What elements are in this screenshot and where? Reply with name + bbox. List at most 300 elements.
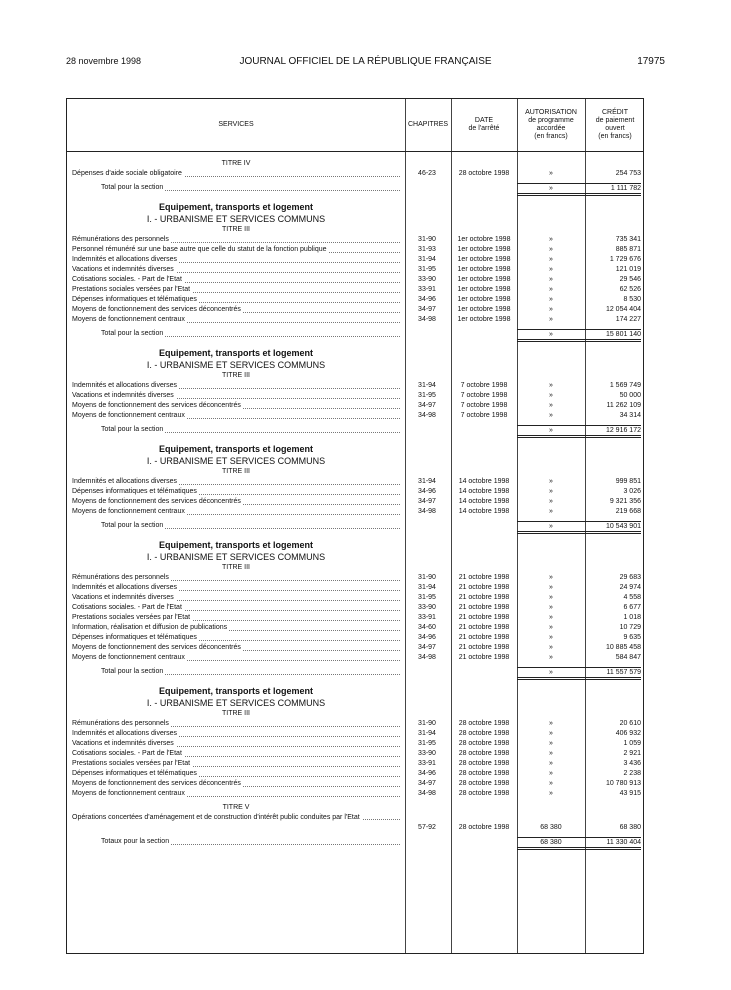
credit-cell: 10 885 458 <box>605 644 641 651</box>
total-credit: 1 111 782 <box>585 183 641 196</box>
col-header-autorisation: AUTORISATION de programme accordée (en francs) <box>525 109 577 140</box>
row-label-text: Opérations concertées d'aménagement et de construction d'intérêt public conduites par l'Etat <box>72 814 360 821</box>
chapitre-cell: 33-91 <box>418 286 436 293</box>
credit-cell: 20 610 <box>619 720 641 727</box>
chapitre-cell: 34-97 <box>418 498 436 505</box>
table-row <box>67 507 643 517</box>
autorisation-cell: » <box>549 730 553 737</box>
credit-cell: 406 932 <box>615 730 641 737</box>
chapitre-cell: 33-91 <box>418 760 436 767</box>
date-cell: 7 octobre 1998 <box>460 402 508 409</box>
chapitre-cell: 34-98 <box>418 654 436 661</box>
table-row <box>67 169 643 179</box>
credit-cell: 12 054 404 <box>605 306 641 313</box>
row-label <box>72 255 400 265</box>
date-cell: 28 octobre 1998 <box>458 750 510 757</box>
credit-cell: 1 569 749 <box>609 382 641 389</box>
titre-heading: TITRE IV <box>221 160 251 167</box>
chapitre-cell: 33-90 <box>418 750 436 757</box>
row-label-text: Moyens de fonctionnement des services déconcentrés <box>72 644 241 651</box>
date-cell: 28 octobre 1998 <box>458 720 510 727</box>
row-label-text: Vacations et indemnités diverses <box>72 740 174 747</box>
autorisation-cell: » <box>549 594 553 601</box>
row-label <box>72 749 400 759</box>
row-label-text: Indemnités et allocations diverses <box>72 478 178 485</box>
ministry-heading: Equipement, transports et logement <box>158 202 314 212</box>
row-label <box>72 381 400 391</box>
chapitre-cell: 34-98 <box>418 316 436 323</box>
autorisation-cell: » <box>549 750 553 757</box>
autorisation-cell: » <box>549 402 553 409</box>
date-cell: 1er octobre 1998 <box>457 316 511 323</box>
row-label-text: Personnel rémunéré sur une base autre que celle du statut de la fonction publique <box>72 246 327 253</box>
chapitre-cell: 33-91 <box>418 614 436 621</box>
total-credit: 10 543 901 <box>585 521 641 534</box>
row-label <box>72 265 400 275</box>
total-label <box>101 837 400 847</box>
titre-heading: TITRE III <box>222 226 250 233</box>
chapitre-cell: 31-94 <box>418 730 436 737</box>
chapitre-cell: 31-90 <box>418 236 436 243</box>
autorisation-cell: » <box>549 790 553 797</box>
row-label <box>72 613 400 623</box>
credit-cell: 43 915 <box>619 790 641 797</box>
autorisation-cell: » <box>549 644 553 651</box>
credit-cell: 6 677 <box>623 604 641 611</box>
table-row <box>67 295 643 305</box>
row-label-text: Moyens de fonctionnement centraux <box>72 508 185 515</box>
table-body <box>67 151 643 855</box>
table-row <box>67 769 643 779</box>
autorisation-cell: » <box>549 740 553 747</box>
table-row <box>67 749 643 759</box>
table-row <box>67 285 643 295</box>
autorisation-cell: » <box>549 170 553 177</box>
total-label <box>101 521 400 531</box>
date-cell: 21 octobre 1998 <box>458 644 510 651</box>
titre-heading: TITRE III <box>222 564 250 571</box>
row-label-text: Indemnités et allocations diverses <box>72 382 178 389</box>
row-label <box>72 583 400 593</box>
date-cell: 21 octobre 1998 <box>458 634 510 641</box>
date-cell: 28 octobre 1998 <box>458 730 510 737</box>
row-label <box>72 305 400 315</box>
chapitre-cell: 31-90 <box>418 574 436 581</box>
credit-cell: 29 546 <box>619 276 641 283</box>
chapitre-cell: 34-97 <box>418 644 436 651</box>
table-row <box>67 573 643 583</box>
table-row <box>67 487 643 497</box>
row-label <box>72 779 400 789</box>
chapitre-cell: 31-95 <box>418 266 436 273</box>
autorisation-cell: » <box>549 382 553 389</box>
credit-cell: 2 921 <box>623 750 641 757</box>
table-row <box>67 623 643 633</box>
row-label-text: Moyens de fonctionnement centraux <box>72 412 185 419</box>
row-label-text: Indemnités et allocations diverses <box>72 584 178 591</box>
autorisation-cell: » <box>549 508 553 515</box>
date-cell: 21 octobre 1998 <box>458 604 510 611</box>
date-cell: 1er octobre 1998 <box>457 256 511 263</box>
table-row <box>67 583 643 593</box>
col-header-date: DATE de l'arrêté <box>468 117 500 132</box>
row-label-text: Vacations et indemnités diverses <box>72 266 174 273</box>
col-header-credit: CRÉDIT de paiement ouvert (en francs) <box>595 109 635 140</box>
total-row <box>67 521 643 531</box>
autorisation-cell: » <box>549 286 553 293</box>
row-label-text: Moyens de fonctionnement centraux <box>72 790 185 797</box>
chapitre-cell: 34-98 <box>418 790 436 797</box>
date-cell: 1er octobre 1998 <box>457 286 511 293</box>
autorisation-cell: » <box>549 246 553 253</box>
total-row <box>67 329 643 339</box>
table-row <box>67 739 643 749</box>
titre-heading: TITRE III <box>222 372 250 379</box>
table-row <box>67 613 643 623</box>
date-cell: 28 octobre 1998 <box>458 780 510 787</box>
credit-cell: 10 780 913 <box>605 780 641 787</box>
total-label-text: Total pour la section <box>101 184 164 191</box>
section-heading: I. - URBANISME ET SERVICES COMMUNS <box>146 552 326 562</box>
row-label-text: Vacations et indemnités diverses <box>72 392 174 399</box>
row-label <box>72 401 400 411</box>
credit-cell: 29 683 <box>619 574 641 581</box>
autorisation-cell: » <box>549 574 553 581</box>
date-cell: 1er octobre 1998 <box>457 276 511 283</box>
ministry-heading: Equipement, transports et logement <box>158 348 314 358</box>
autorisation-cell: » <box>549 760 553 767</box>
row-label-text: Cotisations sociales. - Part de l'Etat <box>72 750 182 757</box>
row-label-text: Moyens de fonctionnement des services déconcentrés <box>72 402 241 409</box>
autorisation-cell: » <box>549 604 553 611</box>
table-row <box>67 593 643 603</box>
autorisation-cell: » <box>549 584 553 591</box>
row-label <box>72 603 400 613</box>
autorisation-cell: » <box>549 624 553 631</box>
autorisation-cell: » <box>549 276 553 283</box>
row-label-text: Information, réalisation et diffusion de publications <box>72 624 228 631</box>
total-autorisation: » <box>517 183 585 196</box>
credit-cell: 999 851 <box>615 478 641 485</box>
date-cell: 7 octobre 1998 <box>460 392 508 399</box>
date-cell: 28 octobre 1998 <box>458 740 510 747</box>
table-row <box>67 265 643 275</box>
table-row <box>67 497 643 507</box>
total-autorisation: » <box>517 425 585 438</box>
chapitre-cell: 31-90 <box>418 720 436 727</box>
row-label <box>72 593 400 603</box>
titre-heading: TITRE III <box>222 468 250 475</box>
table-row <box>67 813 643 833</box>
autorisation-cell: » <box>549 634 553 641</box>
chapitre-cell: 46-23 <box>418 170 436 177</box>
row-label <box>72 391 400 401</box>
chapitre-cell: 31-94 <box>418 382 436 389</box>
row-label <box>72 411 400 421</box>
table-row <box>67 789 643 799</box>
col-header-chapitres: CHAPITRES <box>407 121 449 128</box>
credit-cell: 4 558 <box>623 594 641 601</box>
row-label-text: Dépenses informatiques et télématiques <box>72 634 197 641</box>
titre-heading: TITRE V <box>222 804 250 811</box>
date-cell: 28 octobre 1998 <box>458 790 510 797</box>
date-cell: 7 octobre 1998 <box>460 412 508 419</box>
date-cell: 21 octobre 1998 <box>458 594 510 601</box>
chapitre-cell: 57-92 <box>418 824 436 831</box>
row-label-text: Dépenses d'aide sociale obligatoire <box>72 170 182 177</box>
chapitre-cell: 31-95 <box>418 594 436 601</box>
date-cell: 28 octobre 1998 <box>458 760 510 767</box>
total-label-text: Total pour la section <box>101 426 164 433</box>
autorisation-cell: » <box>549 412 553 419</box>
autorisation-cell: 68 380 <box>540 824 562 831</box>
ministry-heading: Equipement, transports et logement <box>158 540 314 550</box>
table-row <box>67 633 643 643</box>
chapitre-cell: 34-97 <box>418 402 436 409</box>
chapitre-cell: 31-95 <box>418 392 436 399</box>
autorisation-cell: » <box>549 392 553 399</box>
credit-cell: 2 238 <box>623 770 641 777</box>
row-label-text: Moyens de fonctionnement centraux <box>72 654 185 661</box>
credit-cell: 254 753 <box>615 170 641 177</box>
credit-cell: 735 341 <box>615 236 641 243</box>
credit-cell: 34 314 <box>619 412 641 419</box>
table-row <box>67 275 643 285</box>
row-label-text: Prestations sociales versées par l'Etat <box>72 286 191 293</box>
date-cell: 14 octobre 1998 <box>458 498 510 505</box>
credit-cell: 10 729 <box>619 624 641 631</box>
date-cell: 21 octobre 1998 <box>458 624 510 631</box>
autorisation-cell: » <box>549 488 553 495</box>
autorisation-cell: » <box>549 256 553 263</box>
credit-cell: 68 380 <box>619 824 641 831</box>
autorisation-cell: » <box>549 780 553 787</box>
row-label-text: Moyens de fonctionnement des services déconcentrés <box>72 498 241 505</box>
row-label-text: Rémunérations des personnels <box>72 574 169 581</box>
row-label-text: Dépenses informatiques et télématiques <box>72 488 197 495</box>
date-cell: 14 octobre 1998 <box>458 488 510 495</box>
date-cell: 28 octobre 1998 <box>458 170 510 177</box>
credit-cell: 24 974 <box>619 584 641 591</box>
row-label-text: Rémunérations des personnels <box>72 236 169 243</box>
chapitre-cell: 31-95 <box>418 740 436 747</box>
date-cell: 1er octobre 1998 <box>457 306 511 313</box>
table-row <box>67 603 643 613</box>
row-label-text: Vacations et indemnités diverses <box>72 594 174 601</box>
total-label-text: Total pour la section <box>101 668 164 675</box>
row-label-text: Dépenses informatiques et télématiques <box>72 296 197 303</box>
row-label <box>72 169 400 179</box>
credit-cell: 9 635 <box>623 634 641 641</box>
row-label-text: Prestations sociales versées par l'Etat <box>72 614 191 621</box>
table-row <box>67 315 643 325</box>
section-heading: I. - URBANISME ET SERVICES COMMUNS <box>146 456 326 466</box>
total-autorisation: » <box>517 521 585 534</box>
autorisation-cell: » <box>549 478 553 485</box>
section-heading: I. - URBANISME ET SERVICES COMMUNS <box>146 698 326 708</box>
total-row <box>67 837 643 847</box>
row-label-text: Indemnités et allocations diverses <box>72 256 178 263</box>
credit-cell: 174 227 <box>615 316 641 323</box>
header-date: 28 novembre 1998 <box>66 56 142 66</box>
credits-table <box>66 98 644 954</box>
total-credit: 11 330 404 <box>585 837 641 850</box>
credit-cell: 1 059 <box>623 740 641 747</box>
chapitre-cell: 34-97 <box>418 306 436 313</box>
credit-cell: 9 321 356 <box>609 498 641 505</box>
credit-cell: 121 019 <box>615 266 641 273</box>
row-label <box>72 623 400 633</box>
chapitre-cell: 34-98 <box>418 508 436 515</box>
row-label <box>72 813 400 822</box>
date-cell: 21 octobre 1998 <box>458 584 510 591</box>
chapitre-cell: 31-94 <box>418 584 436 591</box>
row-label <box>72 487 400 497</box>
row-label-text: Cotisations sociales. - Part de l'Etat <box>72 604 182 611</box>
table-row <box>67 381 643 391</box>
row-label-text: Cotisations sociales. - Part de l'Etat <box>72 276 182 283</box>
total-row <box>67 667 643 677</box>
ministry-heading: Equipement, transports et logement <box>158 444 314 454</box>
autorisation-cell: » <box>549 498 553 505</box>
chapitre-cell: 33-90 <box>418 604 436 611</box>
row-label <box>72 315 400 325</box>
total-label <box>101 183 400 193</box>
date-cell: 14 octobre 1998 <box>458 478 510 485</box>
row-label <box>72 729 400 739</box>
table-row <box>67 255 643 265</box>
table-row <box>67 235 643 245</box>
autorisation-cell: » <box>549 614 553 621</box>
table-row <box>67 477 643 487</box>
autorisation-cell: » <box>549 266 553 273</box>
row-label <box>72 477 400 487</box>
date-cell: 14 octobre 1998 <box>458 508 510 515</box>
row-label <box>72 275 400 285</box>
total-label-text: Total pour la section <box>101 522 164 529</box>
table-header <box>67 99 643 152</box>
credit-cell: 50 000 <box>619 392 641 399</box>
autorisation-cell: » <box>549 654 553 661</box>
row-label <box>72 497 400 507</box>
chapitre-cell: 34-96 <box>418 634 436 641</box>
credit-cell: 885 871 <box>615 246 641 253</box>
credit-cell: 3 026 <box>623 488 641 495</box>
spacer <box>67 151 643 159</box>
autorisation-cell: » <box>549 236 553 243</box>
journal-title: JOURNAL OFFICIEL DE LA RÉPUBLIQUE FRANÇAISE <box>239 56 492 67</box>
date-cell: 21 octobre 1998 <box>458 574 510 581</box>
credit-cell: 8 530 <box>623 296 641 303</box>
chapitre-cell: 31-94 <box>418 256 436 263</box>
row-label <box>72 789 400 799</box>
date-cell: 1er octobre 1998 <box>457 266 511 273</box>
date-cell: 1er octobre 1998 <box>457 246 511 253</box>
credit-cell: 62 526 <box>619 286 641 293</box>
autorisation-cell: » <box>549 720 553 727</box>
row-label-text: Indemnités et allocations diverses <box>72 730 178 737</box>
date-cell: 28 octobre 1998 <box>458 824 510 831</box>
total-autorisation: » <box>517 329 585 342</box>
autorisation-cell: » <box>549 296 553 303</box>
total-credit: 11 557 579 <box>585 667 641 680</box>
row-label <box>72 759 400 769</box>
credit-cell: 584 847 <box>615 654 641 661</box>
row-label-text: Moyens de fonctionnement des services déconcentrés <box>72 306 241 313</box>
row-label-text: Rémunérations des personnels <box>72 720 169 727</box>
table-row <box>67 779 643 789</box>
row-label <box>72 739 400 749</box>
row-label-text: Prestations sociales versées par l'Etat <box>72 760 191 767</box>
credit-cell: 3 436 <box>623 760 641 767</box>
autorisation-cell: » <box>549 770 553 777</box>
table-row <box>67 653 643 663</box>
row-label <box>72 633 400 643</box>
total-credit: 15 801 140 <box>585 329 641 342</box>
total-label <box>101 425 400 435</box>
section-heading: I. - URBANISME ET SERVICES COMMUNS <box>146 360 326 370</box>
chapitre-cell: 34-60 <box>418 624 436 631</box>
chapitre-cell: 33-90 <box>418 276 436 283</box>
credit-cell: 1 018 <box>623 614 641 621</box>
credit-cell: 11 262 109 <box>606 402 641 409</box>
chapitre-cell: 34-96 <box>418 296 436 303</box>
row-label <box>72 573 400 583</box>
titre-heading: TITRE III <box>222 710 250 717</box>
table-row <box>67 245 643 255</box>
table-row <box>67 401 643 411</box>
total-row <box>67 425 643 435</box>
total-label <box>101 667 400 677</box>
chapitre-cell: 34-97 <box>418 780 436 787</box>
total-label-text: Total pour la section <box>101 330 164 337</box>
total-autorisation: 68 380 <box>517 837 585 850</box>
autorisation-cell: » <box>549 306 553 313</box>
table-row <box>67 729 643 739</box>
table-row <box>67 391 643 401</box>
row-label <box>72 245 400 255</box>
total-row <box>67 183 643 193</box>
total-autorisation: » <box>517 667 585 680</box>
row-label <box>72 769 400 779</box>
table-row <box>67 719 643 729</box>
date-cell: 21 octobre 1998 <box>458 654 510 661</box>
credit-cell: 219 668 <box>615 508 641 515</box>
autorisation-cell: » <box>549 316 553 323</box>
date-cell: 1er octobre 1998 <box>457 236 511 243</box>
col-header-services: SERVICES <box>218 121 254 128</box>
chapitre-cell: 31-94 <box>418 478 436 485</box>
row-label <box>72 653 400 663</box>
section-heading: I. - URBANISME ET SERVICES COMMUNS <box>146 214 326 224</box>
row-label <box>72 719 400 729</box>
chapitre-cell: 34-96 <box>418 488 436 495</box>
date-cell: 21 octobre 1998 <box>458 614 510 621</box>
row-label <box>72 235 400 245</box>
total-label-text: Totaux pour la section <box>101 838 170 845</box>
date-cell: 7 octobre 1998 <box>460 382 508 389</box>
row-label <box>72 295 400 305</box>
credit-cell: 1 729 676 <box>609 256 641 263</box>
row-label <box>72 507 400 517</box>
total-credit: 12 916 172 <box>585 425 641 438</box>
table-row <box>67 643 643 653</box>
table-row <box>67 411 643 421</box>
row-label-text: Moyens de fonctionnement centraux <box>72 316 185 323</box>
total-label <box>101 329 400 339</box>
chapitre-cell: 34-96 <box>418 770 436 777</box>
date-cell: 28 octobre 1998 <box>458 770 510 777</box>
